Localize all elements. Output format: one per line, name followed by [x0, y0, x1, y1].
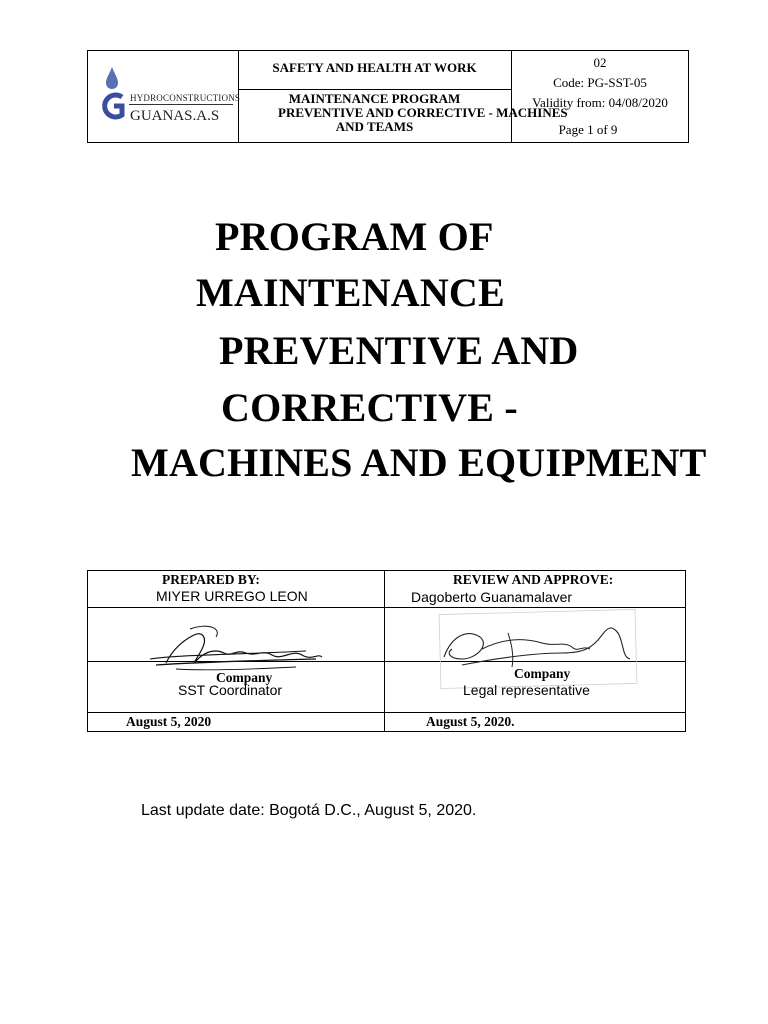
- title-line-2: MAINTENANCE: [196, 270, 505, 315]
- prepared-by-name: MIYER URREGO LEON: [156, 588, 308, 604]
- last-update-note: Last update date: Bogotá D.C., August 5, 2020.: [141, 802, 477, 819]
- document-title-line-2: PREVENTIVE AND CORRECTIVE - MACHINES: [278, 105, 568, 120]
- review-date: August 5, 2020.: [426, 714, 515, 729]
- version-number: 02: [593, 55, 607, 70]
- row-divider: [88, 712, 685, 713]
- title-line-1: PROGRAM OF: [215, 214, 494, 259]
- header-title-cell: [238, 51, 568, 142]
- prepared-company-label: Company: [216, 670, 273, 685]
- document-title-line-3: AND TEAMS: [335, 119, 414, 134]
- prepared-by-label: PREPARED BY:: [162, 572, 260, 587]
- row-divider: [88, 607, 685, 608]
- prepared-role: SST Coordinator: [178, 682, 283, 698]
- review-role: Legal representative: [463, 682, 590, 698]
- document-header: [87, 50, 689, 143]
- document-title: [238, 91, 568, 134]
- company-logo: [88, 51, 239, 142]
- title-line-3: PREVENTIVE AND: [219, 328, 579, 373]
- document-title-line-1: MAINTENANCE PROGRAM: [288, 91, 461, 106]
- water-drop-g-logo-icon: [97, 65, 127, 123]
- title-line-5: MACHINES AND EQUIPMENT: [131, 440, 707, 485]
- review-approve-name: Dagoberto Guanamalaver: [411, 589, 573, 605]
- logo-line-1: HYDROCONSTRUCTIONS: [130, 93, 241, 103]
- document-code: Code: PG-SST-05: [553, 75, 647, 90]
- approval-table: [87, 570, 686, 732]
- review-company-label: Company: [514, 666, 571, 681]
- prepared-date: August 5, 2020: [126, 714, 212, 729]
- page-number: Page 1 of 9: [558, 122, 618, 137]
- validity-date: Validity from: 04/08/2020: [532, 95, 668, 110]
- column-divider: [384, 571, 385, 731]
- review-approve-label: REVIEW AND APPROVE:: [453, 572, 614, 587]
- logo-divider: [129, 104, 233, 105]
- document-control-cell: [511, 51, 689, 142]
- section-title: SAFETY AND HEALTH AT WORK: [238, 51, 511, 90]
- title-line-4: CORRECTIVE -: [221, 385, 518, 430]
- logo-line-2: GUANAS.A.S: [130, 108, 220, 124]
